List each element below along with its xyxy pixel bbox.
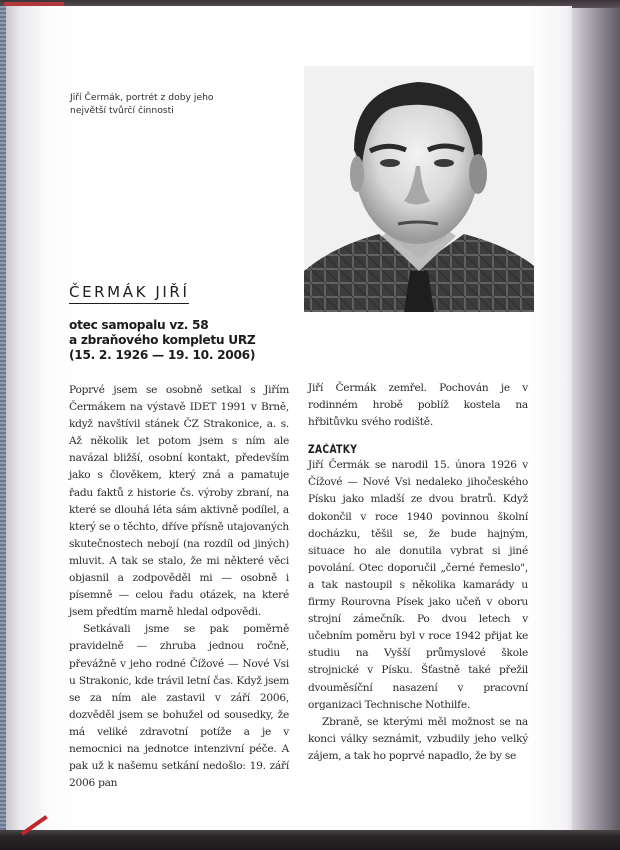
left-text-column (69, 382, 289, 792)
photo-caption (70, 91, 270, 117)
body-paragraph: Setkávali jsme se pak poměrně pravidelně — zhruba jednou ročně, převážně v jeho rodné Čížové — Nové Vsi u Strakonic, kde trávil letní čas. Když jsem se za ním ale zastavil v září 2006, dozvěděl jsem se bohužel od sousedky, že má veliké zdravotní potíže a je v nemocnici na jednotce intenzivní péče. A pak už k našemu setkání nedošlo: 19. září 2006 pan (69, 623, 289, 790)
section-heading: ZAČÁTKY (308, 443, 358, 457)
caption-line: Jiří Čermák, portrét z doby jeho (70, 92, 214, 103)
subtitle-line: (15. 2. 1926 — 19. 10. 2006) (69, 348, 256, 362)
subtitle-line: a zbraňového kompletu URZ (69, 333, 256, 347)
body-paragraph: Zbraně, se kterými měl možnost se na konci války seznámit, vzbudily jeho velký zájem, a tak ho poprvé napadlo, že by se (308, 715, 528, 762)
right-text-column (308, 380, 528, 765)
body-paragraph: Poprvé jsem se osobně setkal s Jiřím Čermákem na výstavě IDET 1991 v Brně, když navštívil stánek ČZ Strakonice, a. s. Až několik let potom jsem s ním ale navázal bližší, osobní kontakt, především jako s člověkem, který zná a pamatuje řadu faktů z historie čs. výroby zbraní, na které se dlouhá léta sám aktivně podílel, a který se o těchto, dříve přísně utajovaných skutečnostech nebojí (na rozdíl od jiných) mluvit. A tak se stalo, že mi některé věci objasnil a zodpověděl mi — osobně i písemně — celou řadu otázek, na které jsem předtím marně hledal odpovědi. (69, 384, 289, 619)
page-shadow-bottom (0, 830, 620, 850)
entry-name-heading: ČERMÁK JIŘÍ (69, 283, 189, 304)
page-shadow-right (572, 8, 620, 850)
subtitle-line: otec samopalu vz. 58 (69, 318, 209, 332)
caption-line: největší tvůrčí činnosti (70, 105, 174, 116)
entry-subtitle (69, 318, 289, 363)
portrait-illustration (304, 66, 534, 312)
body-paragraph: Jiří Čermák se narodil 15. února 1926 v Čížové — Nové Vsi nedaleko jihočeského Písku jako mladší ze dvou bratrů. Když dokončil v roce 1940 povinnou školní docházku, těšil se, že bude hajným, situace ho ale donutila vybrat si jiné povolání. Otec doporučil „černé řemeslo", a tak nastoupil s několika kamarády u firmy Rourovna Písek jako učeň v oboru strojní zámečník. Po dvou letech v učebním poměru byl v roce 1942 přijat ke studiu na Vyšší průmyslové škole strojnické v Písku. Šťastně také přežil dvouměsíční nasazení v pracovní organizaci Technische Nothilfe. (308, 459, 528, 711)
portrait-photo (304, 66, 534, 312)
body-paragraph: Jiří Čermák zemřel. Pochován je v rodinném hrobě poblíž kostela na hřbitůvku svého rodiště. (308, 382, 528, 429)
